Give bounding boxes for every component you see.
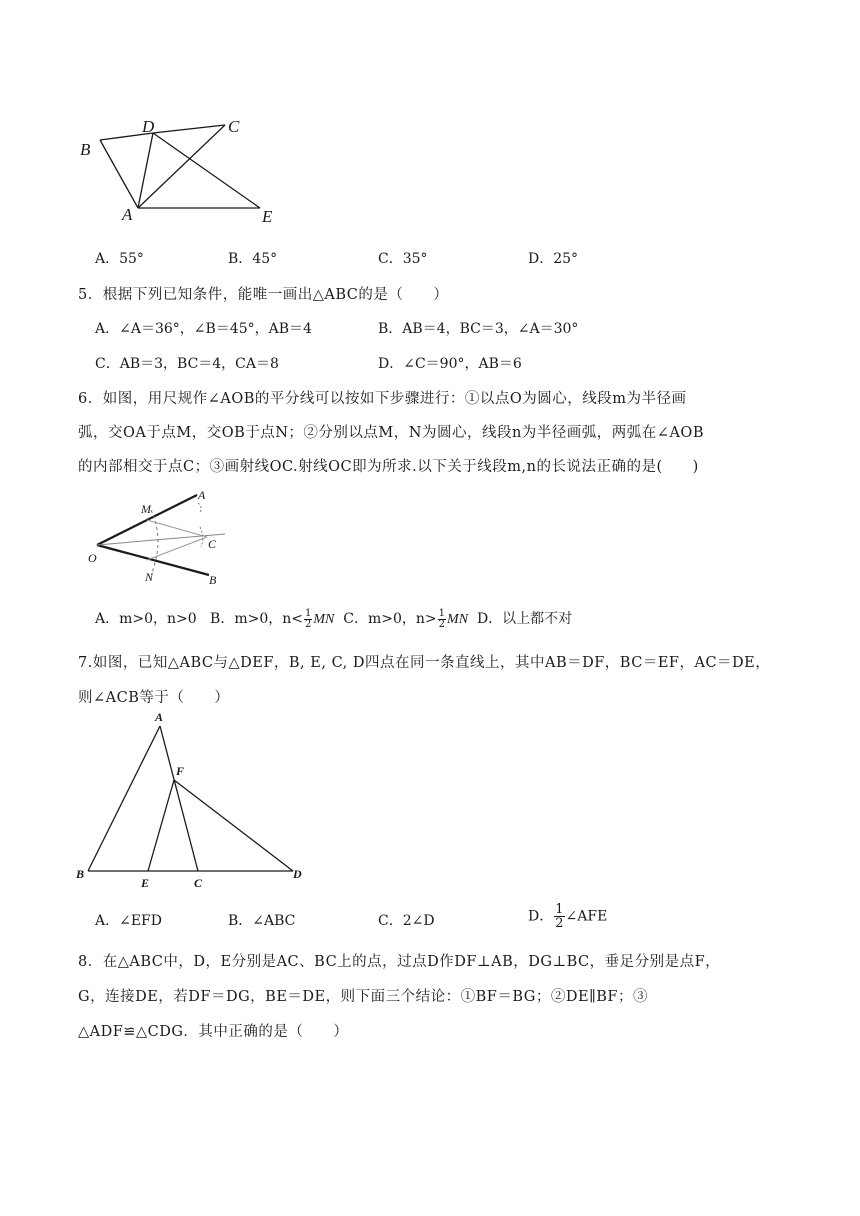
segment-ac (160, 726, 198, 871)
q6-mn: MN (313, 612, 335, 627)
label-d: D (293, 867, 302, 881)
q5-stem: 5．根据下列已知条件，能唯一画出△ABC的是（ ） (78, 287, 449, 303)
label-e: E (262, 207, 273, 226)
q5-option-d[interactable]: D．∠C＝90°，AB＝6 (378, 356, 522, 372)
figure-quadrilateral-bdcae (70, 110, 300, 230)
label-o: O (88, 551, 97, 565)
label-b: B (76, 867, 85, 881)
q7-option-d-angle: ∠AFE (565, 908, 608, 925)
q7-option-c[interactable]: C．2∠D (378, 913, 435, 929)
q6-mn: MN (447, 612, 469, 627)
label-b: B (80, 140, 91, 159)
label-e: E (141, 876, 150, 890)
segment-dc (153, 125, 225, 133)
fraction-half (554, 903, 564, 930)
arc-c1 (200, 527, 203, 547)
q4-option-c[interactable]: C．35° (378, 251, 428, 267)
q6-options (95, 608, 572, 630)
fraction-half (438, 609, 446, 630)
arc-a (198, 503, 201, 512)
q7-option-b[interactable]: B．∠ABC (228, 913, 296, 929)
segment-fd (174, 780, 293, 871)
fraction-den: 2 (305, 618, 312, 630)
q6-stem-line2: 弧，交OA于点M，交OB于点N；②分别以点M，N为圆心，线段n为半径画弧，两弧在∠AOB (78, 425, 704, 441)
label-f: F (176, 764, 185, 778)
q4-option-a[interactable]: A．55° (95, 251, 144, 267)
fraction-num: 1 (555, 902, 564, 917)
q6-option-d[interactable]: D．以上都不对 (476, 611, 573, 627)
q6-option-b-text: B．m>0，n< (210, 611, 303, 627)
label-c: C (194, 876, 203, 890)
label-c: C (208, 537, 217, 551)
segment-nc (147, 537, 207, 560)
segment-ad (138, 133, 153, 208)
q6-option-b[interactable] (210, 607, 335, 630)
q5-option-c[interactable]: C．AB＝3，BC＝4，CA＝8 (95, 356, 279, 372)
figure-triangles-abc-def (70, 708, 320, 893)
q4-option-d[interactable]: D．25° (528, 251, 579, 267)
q8-line3: △ADF≌△CDG．其中正确的是（ ） (78, 1024, 349, 1040)
fraction-den: 2 (555, 916, 564, 931)
segment-ab (88, 726, 160, 871)
segment-de (153, 133, 260, 208)
segment-fe (148, 780, 174, 871)
fraction-half (304, 609, 312, 630)
fraction-den: 2 (438, 618, 446, 630)
q6-stem-line1: 6．如图，用尺规作∠AOB的平分线可以按如下步骤进行：①以点O为圆心，线段m为半径画 (78, 391, 687, 407)
q7-option-d[interactable] (528, 903, 607, 930)
q7-option-d-text: D． (528, 908, 554, 925)
segment-ba (100, 140, 138, 208)
label-d: D (142, 117, 155, 136)
label-a: A (155, 710, 164, 724)
q8-line2: G，连接DE，若DF＝DG，BE＝DE，则下面三个结论：①BF＝BG；②DE∥BF；③ (78, 989, 648, 1005)
segment-ac (138, 125, 225, 208)
q6-option-c[interactable] (343, 607, 469, 630)
q6-stem-line3: 的内部相交于点C；③画射线OC.射线OC即为所求.以下关于线段m,n的长说法正确的是( ) (78, 459, 699, 475)
q4-option-b[interactable]: B．45° (228, 251, 278, 267)
arc-mn (151, 510, 158, 575)
fraction-num: 1 (438, 607, 446, 619)
label-a: A (122, 205, 133, 224)
fraction-num: 1 (305, 607, 312, 619)
q7-stem-line2: 则∠ACB等于（ ） (78, 690, 230, 706)
q6-option-c-text: C．m>0，n> (343, 611, 437, 627)
label-c: C (228, 117, 240, 136)
q5-option-b[interactable]: B．AB＝4，BC＝3，∠A＝30° (378, 321, 579, 337)
q6-option-a[interactable]: A．m>0，n>0 (95, 611, 197, 627)
label-m: M (141, 502, 151, 516)
label-n: N (145, 570, 154, 584)
figure-angle-bisector (85, 485, 240, 590)
q5-option-a[interactable]: A．∠A＝36°，∠B＝45°，AB＝4 (95, 321, 312, 337)
q8-line1: 8．在△ABC中，D，E分别是AC、BC上的点，过点D作DF⊥AB，DG⊥BC，垂足分别是点F， (78, 954, 721, 970)
label-b: B (209, 573, 217, 587)
q7-stem-line1: 7.如图，已知△ABC与△DEF，B, E, C, D四点在同一条直线上，其中AB＝DF，BC＝EF，AC＝DE， (78, 655, 771, 671)
q7-option-a[interactable]: A．∠EFD (95, 913, 162, 929)
label-a: A (198, 488, 206, 502)
